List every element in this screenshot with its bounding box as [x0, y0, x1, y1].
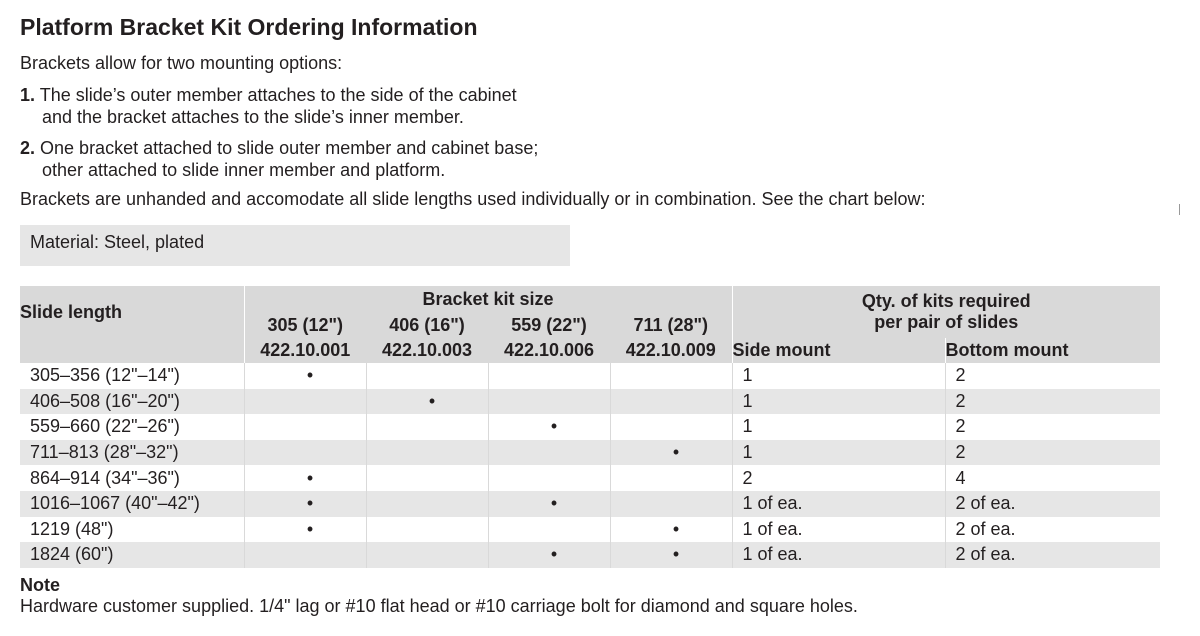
option-line: and the bracket attaches to the slide’s inner member. [42, 107, 464, 127]
bottom-mount-cell: 2 [945, 363, 1160, 389]
table-row [20, 465, 1160, 491]
table-row [20, 542, 1160, 568]
kit-size-header: 711 (28") [610, 312, 732, 338]
kit-dot-cell [610, 389, 732, 415]
option-number: 1. [20, 85, 36, 105]
note-heading: Note [20, 575, 60, 595]
bottom-mount-cell: 2 of ea. [945, 542, 1160, 568]
summary-text: Brackets are unhanded and accomodate all slide lengths used individually or in combination. See the chart below: [20, 189, 926, 209]
table-row [20, 363, 1160, 389]
kit-dot-cell [366, 465, 488, 491]
qty-kits-header [732, 286, 1160, 338]
side-mount-cell: 1 [732, 363, 945, 389]
kit-dot-cell [244, 389, 366, 415]
bracket-kit-size-header: Bracket kit size [244, 286, 732, 312]
bottom-mount-cell: 2 [945, 389, 1160, 415]
kit-size-header: 559 (22") [488, 312, 610, 338]
qty-header-line: Qty. of kits required [861, 291, 1031, 311]
kit-dot-cell [488, 363, 610, 389]
table-row [20, 389, 1160, 415]
part-number-header: 422.10.006 [488, 338, 610, 363]
kit-dot-cell: • [244, 517, 366, 543]
material-box: Material: Steel, plated [20, 225, 570, 266]
kit-dot-cell [610, 465, 732, 491]
qty-header-line: per pair of slides [874, 312, 1019, 332]
bracket-kit-table [20, 286, 1160, 568]
side-mount-cell: 1 [732, 414, 945, 440]
kit-size-header: 406 (16") [366, 312, 488, 338]
kit-dot-cell [488, 389, 610, 415]
kit-dot-cell: • [610, 440, 732, 466]
bottom-mount-cell: 4 [945, 465, 1160, 491]
table-row [20, 440, 1160, 466]
bottom-mount-cell: 2 of ea. [945, 491, 1160, 517]
table-row [20, 491, 1160, 517]
kit-dot-cell [366, 363, 488, 389]
option-line: The slide’s outer member attaches to the side of the cabinet [39, 85, 517, 105]
slide-length-cell: 711–813 (28"–32") [20, 440, 244, 466]
option-number: 2. [20, 138, 36, 158]
kit-dot-cell: • [244, 491, 366, 517]
kit-dot-cell [366, 517, 488, 543]
bottom-mount-cell: 2 [945, 414, 1160, 440]
kit-dot-cell: • [244, 465, 366, 491]
bottom-mount-header: Bottom mount [945, 338, 1160, 363]
kit-dot-cell: • [366, 389, 488, 415]
slide-length-cell: 1824 (60") [20, 542, 244, 568]
kit-dot-cell [366, 440, 488, 466]
kit-dot-cell [366, 491, 488, 517]
side-mount-cell: 1 of ea. [732, 542, 945, 568]
mounting-option-2 [20, 137, 538, 181]
kit-dot-cell [610, 363, 732, 389]
kit-dot-cell [244, 414, 366, 440]
kit-dot-cell [244, 440, 366, 466]
option-line: One bracket attached to slide outer member and cabinet base; [40, 138, 539, 158]
kit-dot-cell [244, 542, 366, 568]
option-line: other attached to slide inner member and platform. [42, 160, 446, 180]
kit-dot-cell: • [244, 363, 366, 389]
side-mount-cell: 1 of ea. [732, 517, 945, 543]
mounting-option-1 [20, 84, 517, 128]
side-mount-cell: 2 [732, 465, 945, 491]
kit-dot-cell: • [488, 542, 610, 568]
kit-dot-cell: • [610, 517, 732, 543]
side-mount-cell: 1 [732, 440, 945, 466]
part-number-header: 422.10.009 [610, 338, 732, 363]
kit-dot-cell [488, 465, 610, 491]
header-blank [20, 338, 244, 363]
kit-dot-cell [366, 414, 488, 440]
bottom-mount-cell: 2 [945, 440, 1160, 466]
kit-dot-cell [366, 542, 488, 568]
kit-dot-cell [610, 491, 732, 517]
side-mount-cell: 1 [732, 389, 945, 415]
side-mount-header: Side mount [732, 338, 945, 363]
kit-dot-cell [488, 440, 610, 466]
kit-dot-cell: • [488, 491, 610, 517]
page-title: Platform Bracket Kit Ordering Information [20, 14, 478, 40]
table-row [20, 414, 1160, 440]
kit-dot-cell: • [610, 542, 732, 568]
part-number-header: 422.10.001 [244, 338, 366, 363]
slide-length-cell: 1219 (48") [30, 518, 114, 539]
slide-length-cell: 406–508 (16"–20") [20, 389, 244, 415]
bottom-mount-cell: 2 of ea. [945, 517, 1160, 543]
note-text: Hardware customer supplied. 1/4" lag or #10 flat head or #10 carriage bolt for diamond and square holes. [20, 596, 858, 616]
slide-length-cell: 864–914 (34"–36") [30, 467, 180, 488]
kit-dot-cell [488, 517, 610, 543]
slide-length-header: Slide length [20, 286, 244, 338]
part-number-header: 422.10.003 [366, 338, 488, 363]
edge-mark [1179, 204, 1180, 215]
table-row [20, 517, 1160, 543]
kit-size-header: 305 (12") [244, 312, 366, 338]
side-mount-cell: 1 of ea. [732, 491, 945, 517]
slide-length-cell: 305–356 (12"–14") [30, 365, 180, 386]
kit-dot-cell: • [488, 414, 610, 440]
intro-text: Brackets allow for two mounting options: [20, 53, 343, 73]
slide-length-cell: 559–660 (22"–26") [30, 416, 180, 437]
kit-dot-cell [610, 414, 732, 440]
slide-length-cell: 1016–1067 (40"–42") [20, 491, 244, 517]
